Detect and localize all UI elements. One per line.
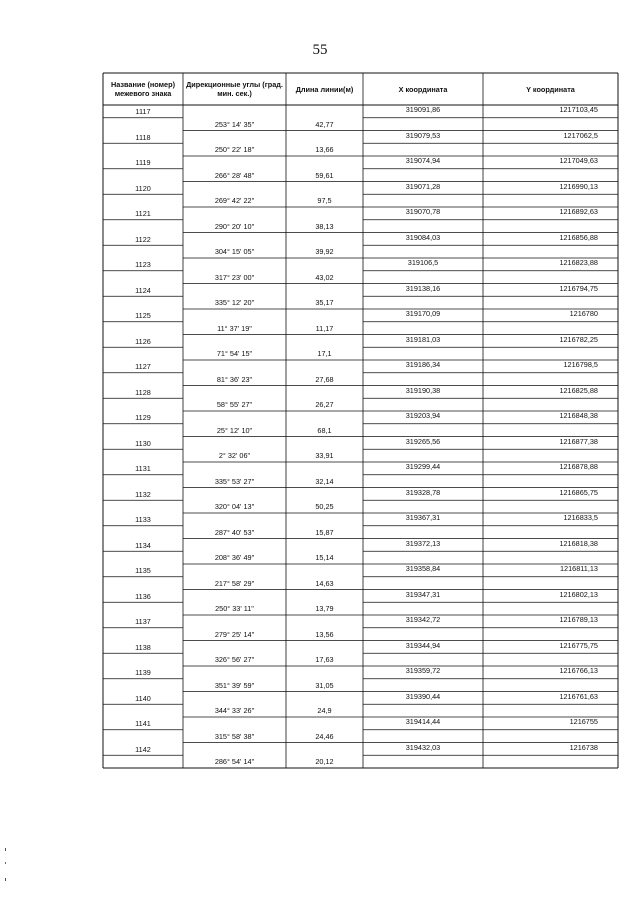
y-coordinate: 1217049,63	[559, 156, 598, 165]
directional-angle: 253° 14' 35"	[214, 119, 255, 129]
y-coordinate: 1216782,25	[559, 334, 598, 344]
x-coordinate: 319079,53	[405, 130, 441, 140]
point-name: 1123	[135, 260, 151, 269]
point-name: 1121	[135, 209, 151, 218]
line-length: 13,66	[315, 145, 334, 155]
point-name: 1127	[135, 362, 151, 371]
directional-angle: 71° 54' 15"	[216, 349, 253, 359]
directional-angle: 315° 58' 38"	[214, 731, 255, 741]
point-name: 1120	[135, 183, 151, 193]
point-name: 1130	[135, 438, 151, 448]
x-coordinate: 319414,44	[405, 717, 441, 726]
point-name: 1129	[135, 413, 151, 422]
point-name: 1125	[135, 311, 151, 320]
directional-angle: 335° 53' 27"	[214, 476, 255, 486]
line-length: 32,14	[315, 476, 334, 486]
header-x-coordinate: X координата	[398, 84, 448, 94]
directional-angle: 81° 36' 23"	[216, 374, 253, 384]
x-coordinate: 319359,72	[405, 666, 441, 675]
y-coordinate: 1216766,13	[559, 666, 598, 675]
point-name: 1136	[135, 591, 151, 601]
directional-angle: 290° 20' 10"	[214, 221, 255, 231]
x-coordinate: 319265,56	[405, 436, 441, 446]
x-coordinate: 319367,31	[405, 513, 441, 522]
y-coordinate: 1216856,88	[559, 232, 598, 242]
line-length: 13,79	[315, 604, 334, 614]
x-coordinate: 319071,28	[405, 181, 441, 191]
header-line-length: Длина линии(м)	[295, 84, 354, 94]
header-y-coordinate: Y координата	[526, 84, 575, 94]
y-coordinate: 1216761,63	[559, 691, 598, 701]
y-coordinate: 1216798,5	[563, 360, 598, 369]
x-coordinate: 319372,13	[405, 538, 441, 548]
directional-angle: 266° 28' 48"	[214, 170, 255, 180]
line-length: 38,13	[315, 221, 334, 231]
header-directional-angles: Дирекционные углы (град. мин. сек.)	[186, 80, 283, 98]
directional-angle: 286° 54' 14"	[214, 757, 255, 767]
point-name: 1140	[135, 693, 151, 703]
x-coordinate: 319074,94	[405, 156, 441, 165]
line-length: 42,77	[315, 119, 334, 129]
x-coordinate: 319347,31	[405, 589, 441, 599]
x-coordinate: 319106,5	[407, 258, 439, 267]
scan-artifact	[4, 848, 10, 898]
line-length: 17,63	[315, 655, 334, 665]
y-coordinate: 1216878,88	[559, 462, 598, 471]
x-coordinate: 319358,84	[405, 564, 441, 573]
y-coordinate: 1216823,88	[559, 258, 598, 267]
y-coordinate: 1216794,75	[559, 283, 598, 293]
x-coordinate: 319170,09	[405, 309, 441, 318]
directional-angle: 287° 40' 53"	[214, 527, 255, 537]
directional-angle: 326° 56' 27"	[214, 655, 255, 665]
line-length: 24,9	[317, 706, 332, 716]
page-number: 55	[312, 42, 328, 58]
point-name: 1139	[135, 668, 151, 677]
directional-angle: 351° 39' 59"	[214, 680, 255, 690]
line-length: 17,1	[317, 349, 332, 359]
directional-angle: 217° 58' 29"	[214, 578, 255, 588]
header-point-name: Название (номер) межевого знака	[110, 80, 175, 98]
x-coordinate: 319190,38	[405, 385, 441, 395]
point-name: 1142	[135, 744, 151, 754]
directional-angle: 208° 36' 49"	[214, 553, 255, 563]
line-length: 35,17	[315, 298, 334, 308]
line-length: 50,25	[315, 502, 334, 512]
y-coordinate: 1216848,38	[559, 411, 598, 420]
line-length: 68,1	[317, 425, 332, 435]
x-coordinate: 319344,94	[405, 640, 441, 650]
line-length: 11,17	[315, 323, 334, 333]
line-length: 15,14	[315, 553, 334, 563]
x-coordinate: 319432,03	[405, 742, 441, 752]
y-coordinate: 1216775,75	[559, 640, 598, 650]
directional-angle: 58° 55' 27"	[216, 400, 253, 410]
directional-angle: 2° 32' 06"	[218, 451, 251, 461]
line-length: 13,56	[315, 629, 334, 639]
directional-angle: 250° 22' 18"	[214, 145, 255, 155]
directional-angle: 335° 12' 20"	[214, 298, 255, 308]
y-coordinate: 1216892,63	[559, 207, 598, 216]
x-coordinate: 319181,03	[405, 334, 441, 344]
y-coordinate: 1216818,38	[559, 538, 598, 548]
directional-angle: 304° 15' 05"	[214, 247, 255, 257]
line-length: 97,5	[317, 196, 332, 206]
x-coordinate: 319084,03	[405, 232, 441, 242]
point-name: 1131	[135, 464, 151, 473]
line-length: 59,61	[315, 170, 334, 180]
y-coordinate: 1216738	[569, 742, 598, 752]
point-name: 1117	[135, 107, 151, 116]
x-coordinate: 319390,44	[405, 691, 441, 701]
x-coordinate: 319091,86	[405, 105, 441, 114]
line-length: 24,46	[315, 731, 334, 741]
line-length: 33,91	[315, 451, 334, 461]
line-length: 43,02	[315, 272, 334, 282]
point-name: 1137	[135, 617, 151, 626]
x-coordinate: 319186,34	[405, 360, 441, 369]
y-coordinate: 1216990,13	[559, 181, 598, 191]
y-coordinate: 1216802,13	[559, 589, 598, 599]
x-coordinate: 319328,78	[405, 487, 441, 497]
point-name: 1138	[135, 642, 151, 652]
point-name: 1135	[135, 566, 151, 575]
x-coordinate: 319342,72	[405, 615, 441, 624]
directional-angle: 279° 25' 14"	[214, 629, 255, 639]
y-coordinate: 1216877,38	[559, 436, 598, 446]
line-length: 27,68	[315, 374, 334, 384]
y-coordinate: 1216780	[569, 309, 598, 318]
x-coordinate: 319299,44	[405, 462, 441, 471]
directional-angle: 25° 12' 10"	[216, 425, 253, 435]
line-length: 14,63	[315, 578, 334, 588]
line-length: 31,05	[315, 680, 334, 690]
directional-angle: 269° 42' 22"	[214, 196, 255, 206]
y-coordinate: 1216755	[569, 717, 598, 726]
point-name: 1132	[135, 489, 151, 499]
point-name: 1133	[135, 515, 151, 524]
line-length: 26,27	[315, 400, 334, 410]
point-name: 1134	[135, 540, 151, 550]
line-length: 39,92	[315, 247, 334, 257]
directional-angle: 320° 04' 13"	[214, 502, 255, 512]
directional-angle: 11° 37' 19"	[217, 323, 252, 333]
x-coordinate: 319070,78	[405, 207, 441, 216]
directional-angle: 250° 33' 11"	[215, 604, 254, 614]
point-name: 1128	[135, 387, 151, 397]
point-name: 1141	[135, 719, 151, 728]
directional-angle: 344° 33' 26"	[214, 706, 255, 716]
point-name: 1118	[135, 132, 151, 142]
y-coordinate: 1216811,13	[559, 564, 598, 573]
point-name: 1122	[135, 234, 151, 244]
y-coordinate: 1216833,5	[563, 513, 598, 522]
point-name: 1119	[135, 158, 151, 167]
y-coordinate: 1216825,88	[559, 385, 598, 395]
directional-angle: 317° 23' 00"	[214, 272, 255, 282]
x-coordinate: 319203,94	[405, 411, 441, 420]
y-coordinate: 1216789,13	[559, 615, 598, 624]
y-coordinate: 1217103,45	[559, 105, 598, 114]
y-coordinate: 1216865,75	[559, 487, 598, 497]
x-coordinate: 319138,16	[405, 283, 441, 293]
point-name: 1126	[135, 336, 151, 346]
line-length: 15,87	[315, 527, 334, 537]
line-length: 20,12	[315, 757, 334, 767]
point-name: 1124	[135, 285, 151, 295]
y-coordinate: 1217062,5	[563, 130, 598, 140]
